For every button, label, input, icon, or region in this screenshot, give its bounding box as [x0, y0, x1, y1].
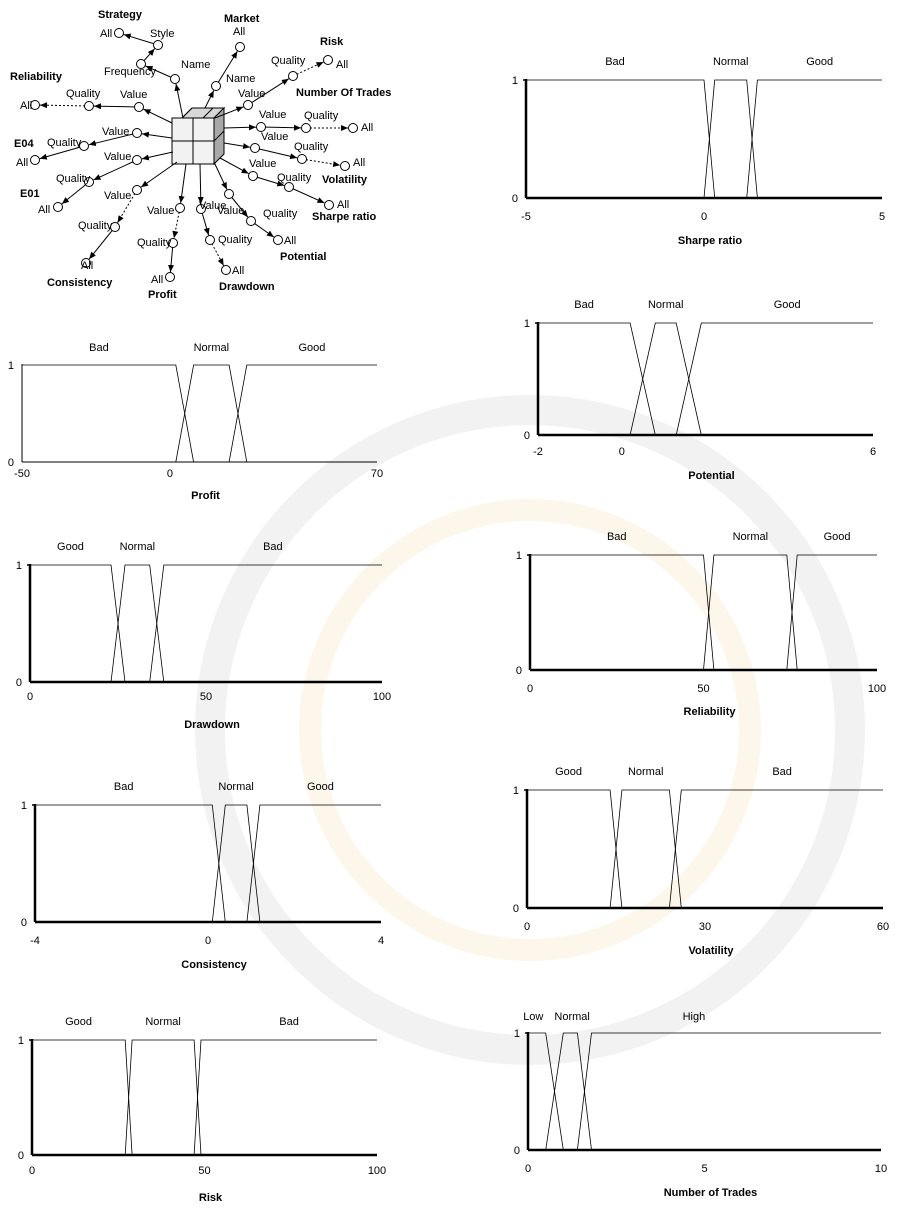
membership-curve-low	[528, 1033, 563, 1150]
level-label-profit-0: All	[151, 274, 164, 286]
y-tick-label: 0	[512, 903, 519, 915]
hierarchy-edge-consistency	[141, 162, 177, 187]
x-tick-label: 0	[26, 691, 34, 703]
dimension-title-drawdown: Drawdown	[219, 281, 275, 293]
x-tick-label: 5	[701, 1163, 708, 1175]
level-node-sharpe-2	[249, 172, 258, 181]
hierarchy-edge-potential	[214, 162, 227, 189]
membership-curve-normal	[111, 565, 164, 682]
set-label-low: Low	[523, 1011, 544, 1023]
x-axis-title: Volatility	[688, 945, 734, 957]
level-label-reliability-2: Value	[120, 89, 148, 101]
x-tick-label: 0	[618, 446, 625, 458]
level-node-strategy-1	[154, 41, 163, 50]
level-node-drawdown-0	[222, 266, 231, 275]
set-label-normal: Normal	[647, 299, 684, 311]
x-axis-title: Drawdown	[184, 719, 240, 731]
membership-curve-high	[577, 1033, 881, 1150]
set-label-bad: Bad	[279, 1016, 299, 1028]
membership-curve-normal	[704, 555, 798, 670]
y-tick-label: 1	[17, 1035, 24, 1047]
level-node-market-0	[236, 43, 245, 52]
set-label-normal: Normal	[193, 342, 230, 354]
level-node-potential-2	[225, 190, 234, 199]
level-node-risk-1	[289, 72, 298, 81]
set-label-normal: Normal	[732, 531, 769, 543]
level-node-potential-1	[247, 217, 256, 226]
chart-sharpe	[500, 55, 902, 259]
x-tick-label: 0	[524, 1163, 532, 1175]
membership-curve-normal	[125, 1040, 201, 1155]
level-node-volatility-2	[251, 144, 260, 153]
y-tick-label: 0	[17, 1150, 24, 1162]
x-tick-label: 50	[697, 683, 710, 695]
membership-curve-bad	[530, 555, 714, 670]
x-tick-label: 0	[28, 1165, 36, 1177]
set-label-good: Good	[306, 781, 334, 793]
x-tick-label: 5	[878, 211, 886, 223]
hierarchy-edge-volatility	[302, 159, 340, 165]
hierarchy-edge-volatility	[255, 148, 297, 158]
membership-curve-good	[32, 1040, 132, 1155]
set-label-good: Good	[555, 766, 582, 778]
y-tick-label: 1	[7, 360, 14, 372]
level-label-risk-1: Quality	[271, 55, 306, 67]
level-label-trades-1: Quality	[304, 110, 339, 122]
membership-curve-bad	[538, 323, 655, 435]
set-label-normal: Normal	[712, 56, 749, 68]
y-tick-label: 1	[15, 560, 22, 572]
dimension-title-potential: Potential	[280, 251, 327, 263]
hierarchy-edge-market	[205, 90, 214, 108]
x-axis-title: Profit	[191, 490, 220, 502]
level-label-strategy-3: Name	[181, 59, 211, 71]
level-label-drawdown-2: Value	[199, 200, 227, 212]
set-label-bad: Bad	[113, 781, 134, 793]
level-node-strategy-0	[115, 29, 124, 38]
membership-curve-normal	[176, 365, 247, 462]
dimension-title-strategy: Strategy	[98, 9, 143, 21]
hierarchy-edge-e04	[142, 134, 172, 138]
x-tick-label: 70	[370, 468, 384, 480]
hierarchy-edge-volatility	[224, 143, 250, 147]
level-node-drawdown-1	[206, 236, 215, 245]
level-label-volatility-0: All	[353, 157, 366, 169]
level-label-reliability-1: Quality	[66, 88, 101, 100]
y-tick-label: 1	[513, 1028, 520, 1040]
level-label-consistency-1: Quality	[78, 220, 113, 232]
y-tick-label: 0	[511, 193, 518, 205]
level-node-e01-2	[133, 156, 142, 165]
x-tick-label: 0	[166, 468, 173, 480]
level-label-profit-2: Value	[147, 205, 175, 217]
x-axis-title: Consistency	[181, 959, 247, 971]
y-tick-label: 0	[513, 1145, 520, 1157]
level-label-strategy-0: All	[100, 28, 113, 40]
x-axis-title: Potential	[688, 470, 735, 482]
level-label-volatility-1: Quality	[294, 141, 329, 153]
x-tick-label: -5	[521, 211, 531, 223]
chart-profit	[0, 340, 397, 514]
level-label-trades-2: Value	[259, 109, 287, 121]
membership-curve-good	[747, 80, 882, 198]
set-label-normal: Normal	[627, 766, 664, 778]
dimension-title-volatility: Volatility	[322, 174, 368, 186]
membership-curve-good	[787, 555, 877, 670]
level-node-volatility-0	[341, 162, 350, 171]
x-tick-label: 50	[198, 1165, 211, 1177]
level-node-e04-0	[31, 156, 40, 165]
level-label-market-1: Name	[226, 73, 256, 85]
level-label-consistency-2: Value	[104, 190, 132, 202]
level-label-e04-1: Quality	[47, 137, 82, 149]
hierarchy-edge-e01	[62, 182, 89, 204]
dimension-title-market: Market	[224, 13, 260, 25]
star-schema-diagram	[0, 0, 430, 310]
level-node-reliability-2	[135, 103, 144, 112]
y-tick-label: 0	[515, 665, 522, 677]
y-tick-label: 1	[511, 75, 518, 87]
dimension-title-risk: Risk	[320, 36, 344, 48]
x-tick-label: 100	[367, 1165, 387, 1177]
hierarchy-edge-strategy	[176, 84, 183, 118]
level-label-drawdown-0: All	[232, 265, 245, 277]
level-label-strategy-1: Style	[150, 28, 175, 40]
chart-trades	[500, 1008, 901, 1211]
set-label-bad: Bad	[574, 299, 594, 311]
x-tick-label: 30	[698, 921, 712, 933]
set-label-normal: Normal	[218, 781, 254, 793]
level-label-profit-1: Quality	[137, 237, 172, 249]
set-label-good: Good	[806, 56, 834, 68]
level-node-risk-0	[324, 56, 333, 65]
set-label-bad: Bad	[772, 766, 792, 778]
y-tick-label: 0	[20, 917, 27, 929]
set-label-good: Good	[773, 299, 801, 311]
hierarchy-edge-profit	[181, 164, 186, 203]
dimension-title-reliability: Reliability	[10, 71, 62, 83]
x-tick-label: 50	[199, 691, 213, 703]
level-label-risk-2: Value	[238, 88, 266, 100]
y-tick-label: 1	[523, 318, 530, 330]
dimension-title-e01: E01	[20, 188, 40, 200]
set-label-high: High	[682, 1011, 706, 1023]
hierarchy-edge-e01	[142, 152, 173, 159]
x-tick-label: 0	[700, 211, 708, 223]
hierarchy-edge-trades	[261, 127, 301, 128]
level-node-trades-0	[349, 124, 358, 133]
x-tick-label: -4	[30, 935, 40, 947]
set-label-normal: Normal	[145, 1016, 181, 1028]
set-label-normal: Normal	[119, 541, 156, 553]
chart-potential	[500, 298, 893, 494]
membership-curve-bad	[669, 790, 883, 908]
level-label-e01-2: Value	[104, 151, 132, 163]
x-tick-label: 60	[876, 921, 890, 933]
x-tick-label: 100	[372, 691, 392, 703]
dimension-title-consistency: Consistency	[47, 277, 113, 289]
level-label-risk-0: All	[336, 59, 349, 71]
x-axis-title: Sharpe ratio	[677, 235, 743, 247]
chart-reliability	[500, 530, 897, 730]
y-tick-label: 1	[20, 800, 27, 812]
level-label-e01-0: All	[38, 204, 51, 216]
membership-curve-normal	[704, 80, 757, 198]
level-node-market-1	[212, 82, 221, 91]
level-label-sharpe-0: All	[337, 199, 350, 211]
chart-consistency	[0, 780, 401, 983]
membership-curve-good	[247, 805, 381, 922]
membership-curve-normal	[610, 790, 681, 908]
dimension-title-sharpe: Sharpe ratio	[312, 211, 377, 223]
membership-curve-good	[527, 790, 622, 908]
dimension-title-trades: Number Of Trades	[296, 87, 392, 99]
membership-curve-bad	[150, 565, 382, 682]
hierarchy-edge-sharpe	[220, 158, 249, 174]
hierarchy-edge-reliability	[94, 106, 139, 107]
level-label-potential-0: All	[284, 235, 297, 247]
chart-volatility	[500, 765, 903, 969]
x-tick-label: 10	[874, 1163, 888, 1175]
membership-curve-good	[676, 323, 873, 435]
x-tick-label: 0	[526, 683, 534, 695]
x-axis-title: Risk	[198, 1192, 223, 1204]
level-label-sharpe-2: Value	[249, 158, 277, 170]
level-label-sharpe-1: Quality	[277, 172, 312, 184]
level-node-risk-2	[244, 101, 253, 110]
set-label-bad: Bad	[605, 56, 625, 68]
level-label-e01-1: Quality	[56, 173, 91, 185]
y-tick-label: 1	[512, 785, 519, 797]
cube-icon	[172, 108, 224, 164]
chart-drawdown	[0, 540, 402, 743]
chart-risk	[0, 1015, 397, 1216]
set-label-good: Good	[57, 541, 84, 553]
set-label-bad: Bad	[89, 342, 109, 354]
x-tick-label: 4	[377, 935, 385, 947]
level-label-reliability-0: All	[20, 100, 33, 112]
level-node-volatility-1	[298, 155, 307, 164]
x-tick-label: 6	[869, 446, 877, 458]
x-tick-label: -2	[533, 446, 543, 458]
membership-curve-bad	[22, 365, 194, 462]
level-node-profit-0	[166, 273, 175, 282]
level-node-reliability-1	[85, 102, 94, 111]
level-node-consistency-2	[133, 186, 142, 195]
level-label-volatility-2: Value	[261, 131, 289, 143]
level-label-trades-0: All	[361, 122, 374, 134]
x-axis-title: Number of Trades	[663, 1187, 758, 1199]
level-label-potential-2: Value	[217, 205, 245, 217]
y-tick-label: 0	[523, 430, 530, 442]
level-node-potential-0	[274, 236, 283, 245]
hierarchy-edge-drawdown	[200, 164, 201, 204]
level-node-strategy-3	[171, 75, 180, 84]
set-label-good: Good	[298, 342, 326, 354]
level-node-profit-2	[176, 204, 185, 213]
dimension-title-e04: E04	[14, 138, 34, 150]
set-label-good: Good	[65, 1016, 93, 1028]
level-node-sharpe-0	[325, 201, 334, 210]
level-label-e04-0: All	[16, 157, 29, 169]
level-label-e04-2: Value	[102, 126, 130, 138]
set-label-good: Good	[823, 531, 851, 543]
x-tick-label: 0	[204, 935, 212, 947]
membership-curve-good	[30, 565, 125, 682]
level-node-e04-2	[133, 129, 142, 138]
membership-curve-normal	[212, 805, 260, 922]
level-node-e01-0	[54, 203, 63, 212]
hierarchy-edge-trades	[224, 127, 256, 128]
level-node-trades-1	[302, 124, 311, 133]
level-label-consistency-0: All	[81, 260, 94, 272]
dimension-title-profit: Profit	[148, 289, 177, 301]
x-tick-label: 0	[523, 921, 531, 933]
level-label-potential-1: Quality	[263, 208, 298, 220]
membership-curve-bad	[194, 1040, 377, 1155]
level-label-drawdown-1: Quality	[218, 234, 253, 246]
x-tick-label: -50	[14, 468, 30, 480]
set-label-normal: Normal	[554, 1011, 590, 1023]
membership-curve-normal	[630, 323, 701, 435]
y-tick-label: 0	[7, 457, 14, 469]
x-axis-title: Reliability	[683, 706, 736, 718]
x-tick-label: 100	[867, 683, 887, 695]
y-tick-label: 0	[15, 677, 22, 689]
hierarchy-edge-reliability	[40, 105, 89, 106]
set-label-bad: Bad	[263, 541, 283, 553]
membership-curve-bad	[526, 80, 715, 198]
level-label-market-0: All	[233, 26, 246, 38]
y-tick-label: 1	[515, 550, 522, 562]
level-label-strategy-2: Frequency	[104, 66, 156, 78]
hierarchy-edge-sharpe	[289, 187, 324, 203]
membership-curve-good	[229, 365, 377, 462]
membership-curve-bad	[35, 805, 225, 922]
hierarchy-edge-reliability	[143, 109, 172, 123]
set-label-bad: Bad	[606, 531, 627, 543]
